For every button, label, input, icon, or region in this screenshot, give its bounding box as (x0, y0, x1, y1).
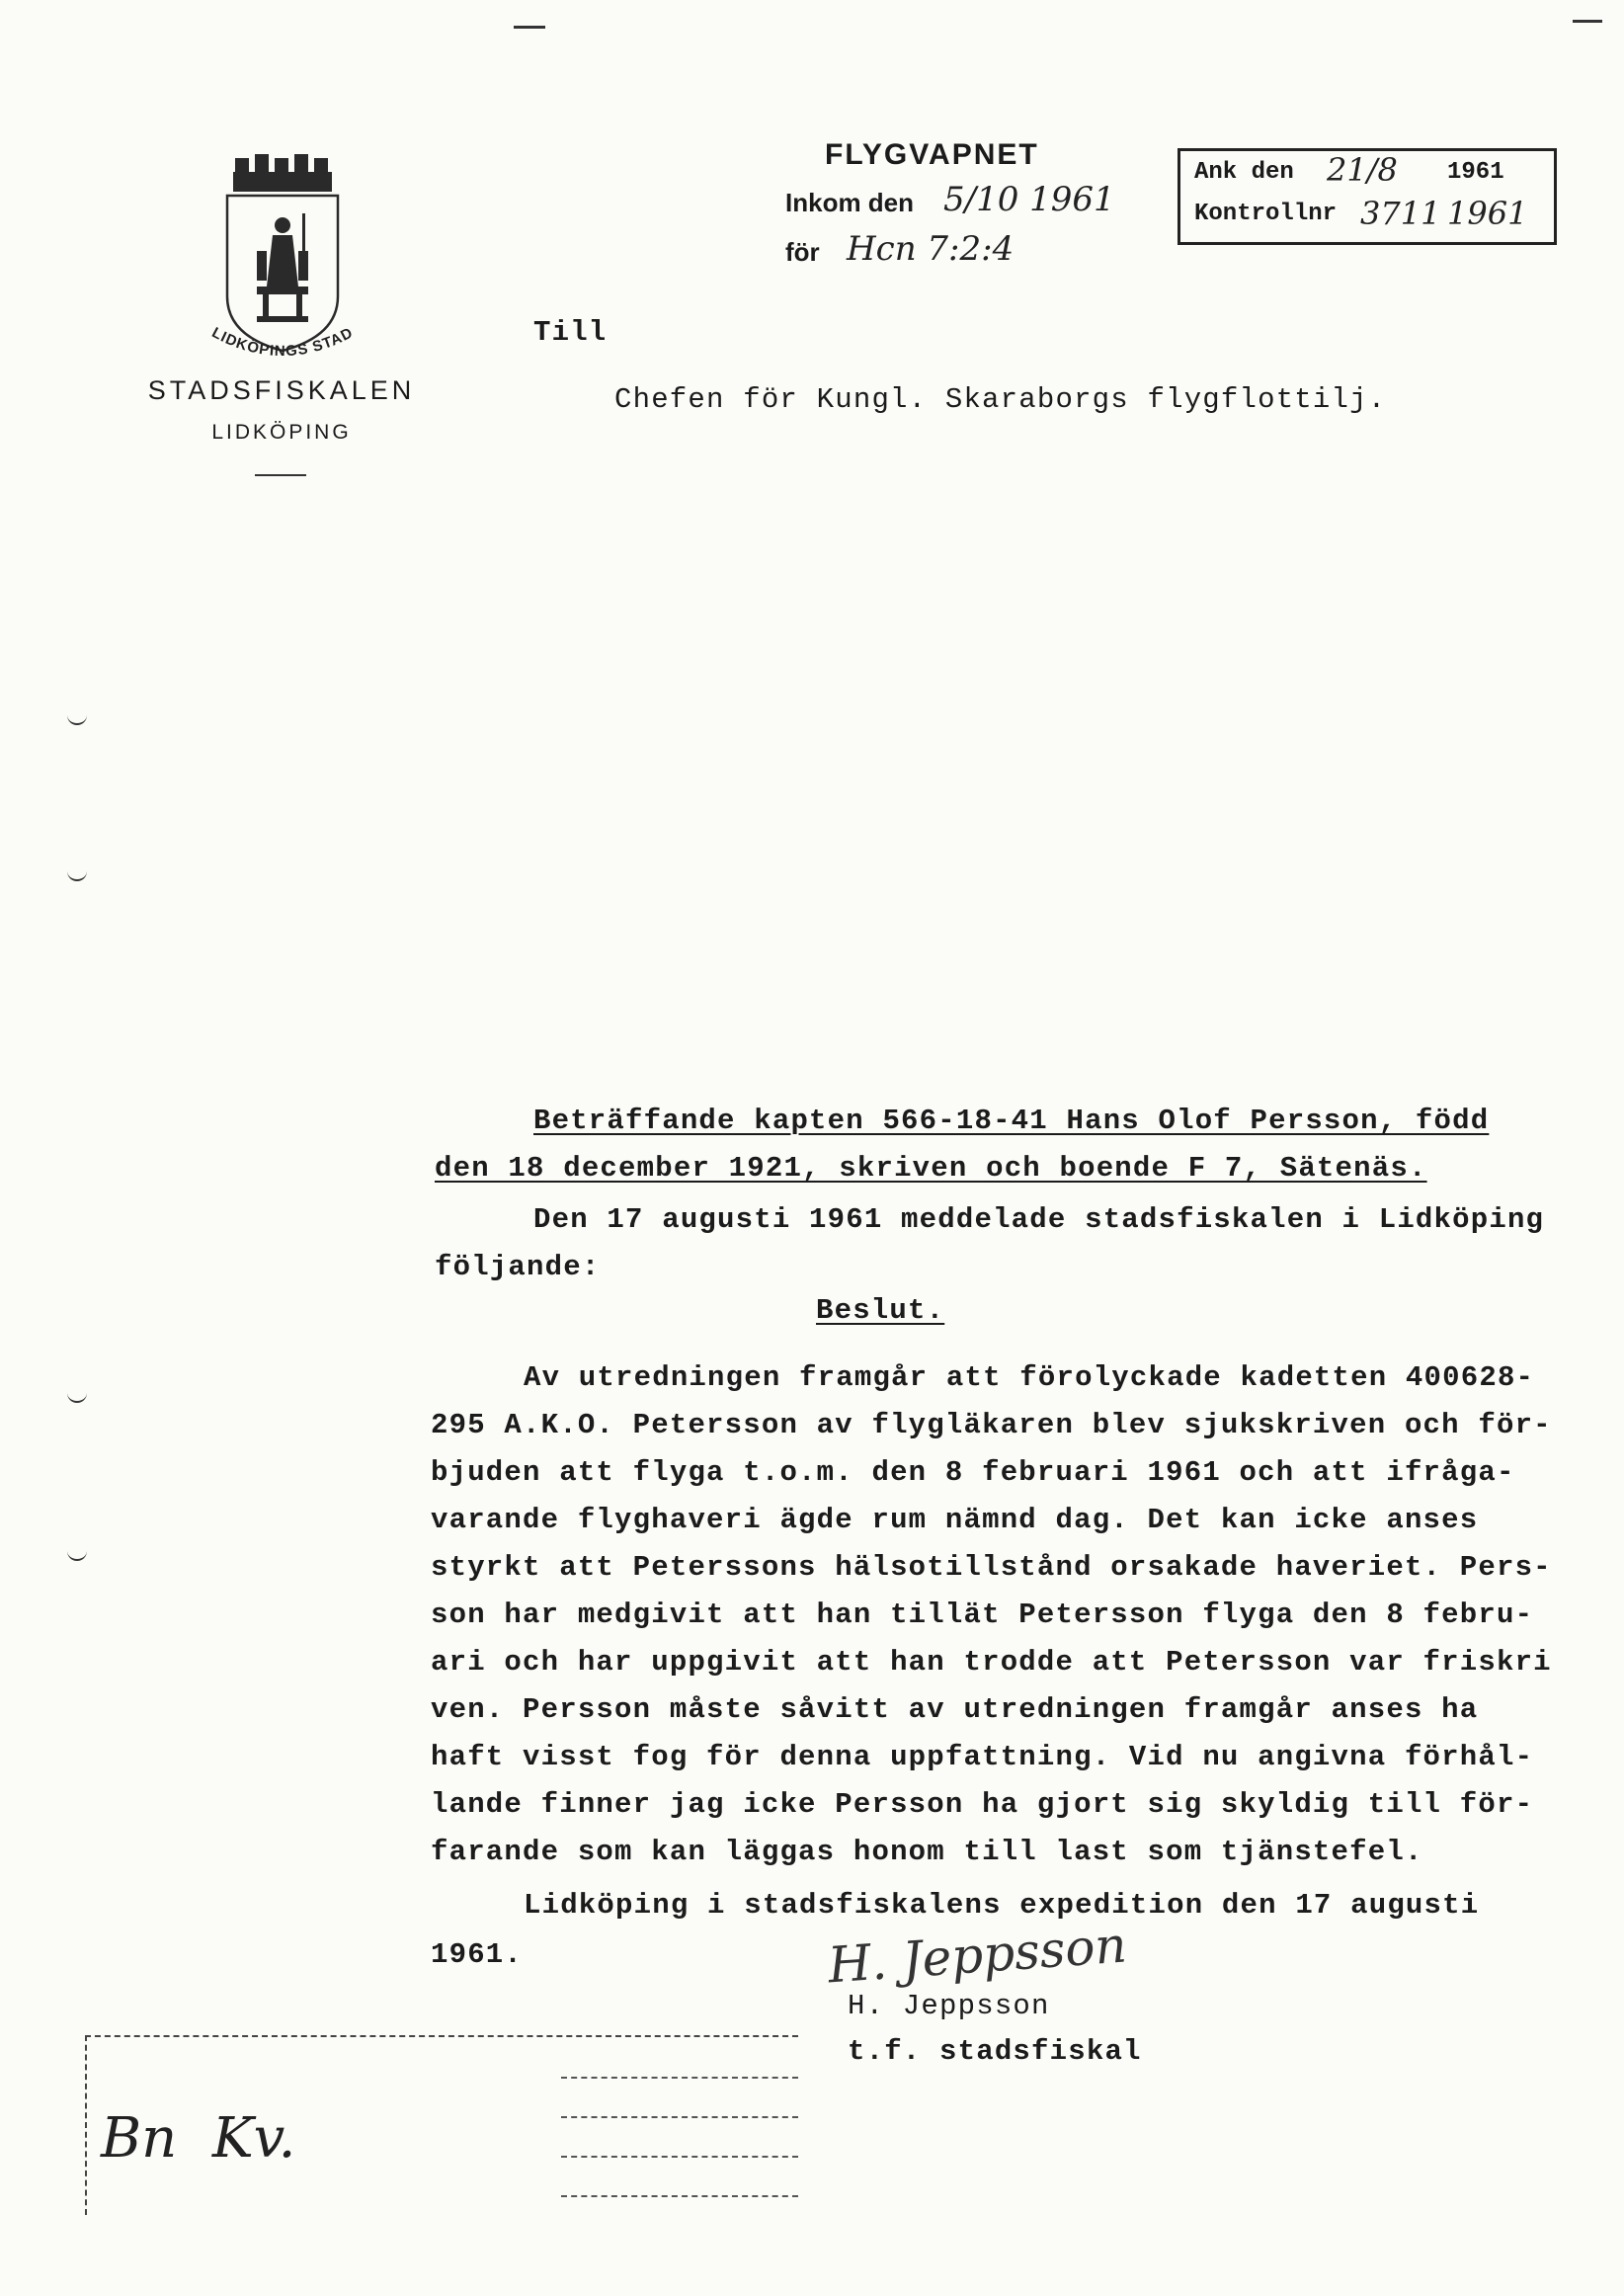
stamp-label-inkom: Inkom den (785, 188, 915, 217)
closing-line-2: 1961. (431, 1938, 524, 1971)
subject-line-2: den 18 december 1921, skriven och boende F 7, Sätenäs. (435, 1152, 1427, 1185)
signature-title: t.f. stadsfiskal (848, 2035, 1142, 2068)
corner-form-box (85, 2035, 798, 2215)
ank-label-kontrollnr: Kontrollnr (1194, 201, 1338, 227)
decision-line: 295 A.K.O. Petersson av flygläkaren blev sjukskriven och för- (431, 1409, 1552, 1441)
form-line (561, 2077, 798, 2079)
form-line (561, 2116, 798, 2118)
decision-line: haft visst fog för denna uppfattning. Vid nu angivna förhål- (431, 1741, 1534, 1773)
decision-line: ven. Persson måste såvitt av utredningen framgår anses ha (431, 1693, 1479, 1726)
office-title: STADSFISKALEN (147, 375, 416, 405)
decision-line: bjuden att flyga t.o.m. den 8 februari 1961 och att ifråga- (431, 1456, 1515, 1489)
form-line (561, 2195, 798, 2197)
scan-mark-top (514, 26, 545, 29)
decision-heading: Beslut. (816, 1294, 945, 1327)
stamp-date-handwritten: 5/10 1961 (943, 180, 1115, 219)
scan-mark-margin (67, 713, 87, 725)
scan-mark-margin (67, 869, 87, 881)
decision-line: Av utredningen framgår att förolyckade kadetten 400628- (524, 1361, 1535, 1394)
office-city: LIDKÖPING (211, 421, 352, 444)
recipient-name: Chefen för Kungl. Skaraborgs flygflottilj. (614, 383, 1387, 416)
decision-line: lande finner jag icke Persson ha gjort sig skyldig till för- (431, 1788, 1534, 1821)
decision-line: styrkt att Peterssons hälsotillstånd orsakade haveriet. Pers- (431, 1551, 1552, 1584)
stamp-ref-handwritten: Hcn 7:2:4 (847, 229, 1015, 269)
decision-line: son har medgivit att han tillät Petersson flyga den 8 febru- (431, 1599, 1534, 1631)
recipient-till: Till (533, 316, 608, 349)
corner-handwritten-note: Bn Kv. (101, 2106, 296, 2171)
ank-date-handwritten: 21/8 (1327, 151, 1398, 189)
closing-line-1: Lidköping i stadsfiskalens expedition den 17 augusti (524, 1889, 1480, 1922)
ank-kontroll-handwritten: 3711 (1360, 195, 1441, 232)
seal-lettering (109, 306, 454, 435)
decision-line: farande som kan läggas honom till last som tjänstefel. (431, 1836, 1423, 1868)
scan-mark-top-right (1573, 20, 1602, 23)
scan-mark-margin (67, 1391, 87, 1403)
flygvapnet-title: FLYGVAPNET (825, 138, 1039, 171)
decision-line: ari och har uppgivit att han trodde att Petersson var friskri (431, 1646, 1552, 1679)
decision-line: varande flyghaveri ägde rum nämnd dag. Det kan icke anses (431, 1504, 1479, 1536)
svg-text:LIDKÖPINGS STAD: LIDKÖPINGS STAD (208, 324, 357, 361)
form-line (561, 2156, 798, 2158)
intro-line-1: Den 17 augusti 1961 meddelade stadsfiskalen i Lidköping (533, 1203, 1545, 1236)
stamp-label-for: för (785, 237, 820, 267)
ank-stamp-box (1177, 148, 1557, 245)
intro-line-2: följande: (435, 1251, 601, 1283)
scan-mark-margin (67, 1549, 87, 1561)
ank-date-year: 1961 (1447, 159, 1504, 186)
flygvapnet-stamp (785, 138, 1151, 287)
letterhead (109, 148, 454, 494)
ank-kontroll-year: 1961 (1447, 195, 1528, 232)
subject-line-1: Beträffande kapten 566-18-41 Hans Olof Persson, född (533, 1105, 1490, 1137)
handwritten-signature: H. Jeppsson (826, 1916, 1129, 1995)
ank-label-date: Ank den (1194, 159, 1294, 186)
signature-name: H. Jeppsson (848, 1990, 1050, 2022)
letterhead-divider (255, 474, 306, 476)
